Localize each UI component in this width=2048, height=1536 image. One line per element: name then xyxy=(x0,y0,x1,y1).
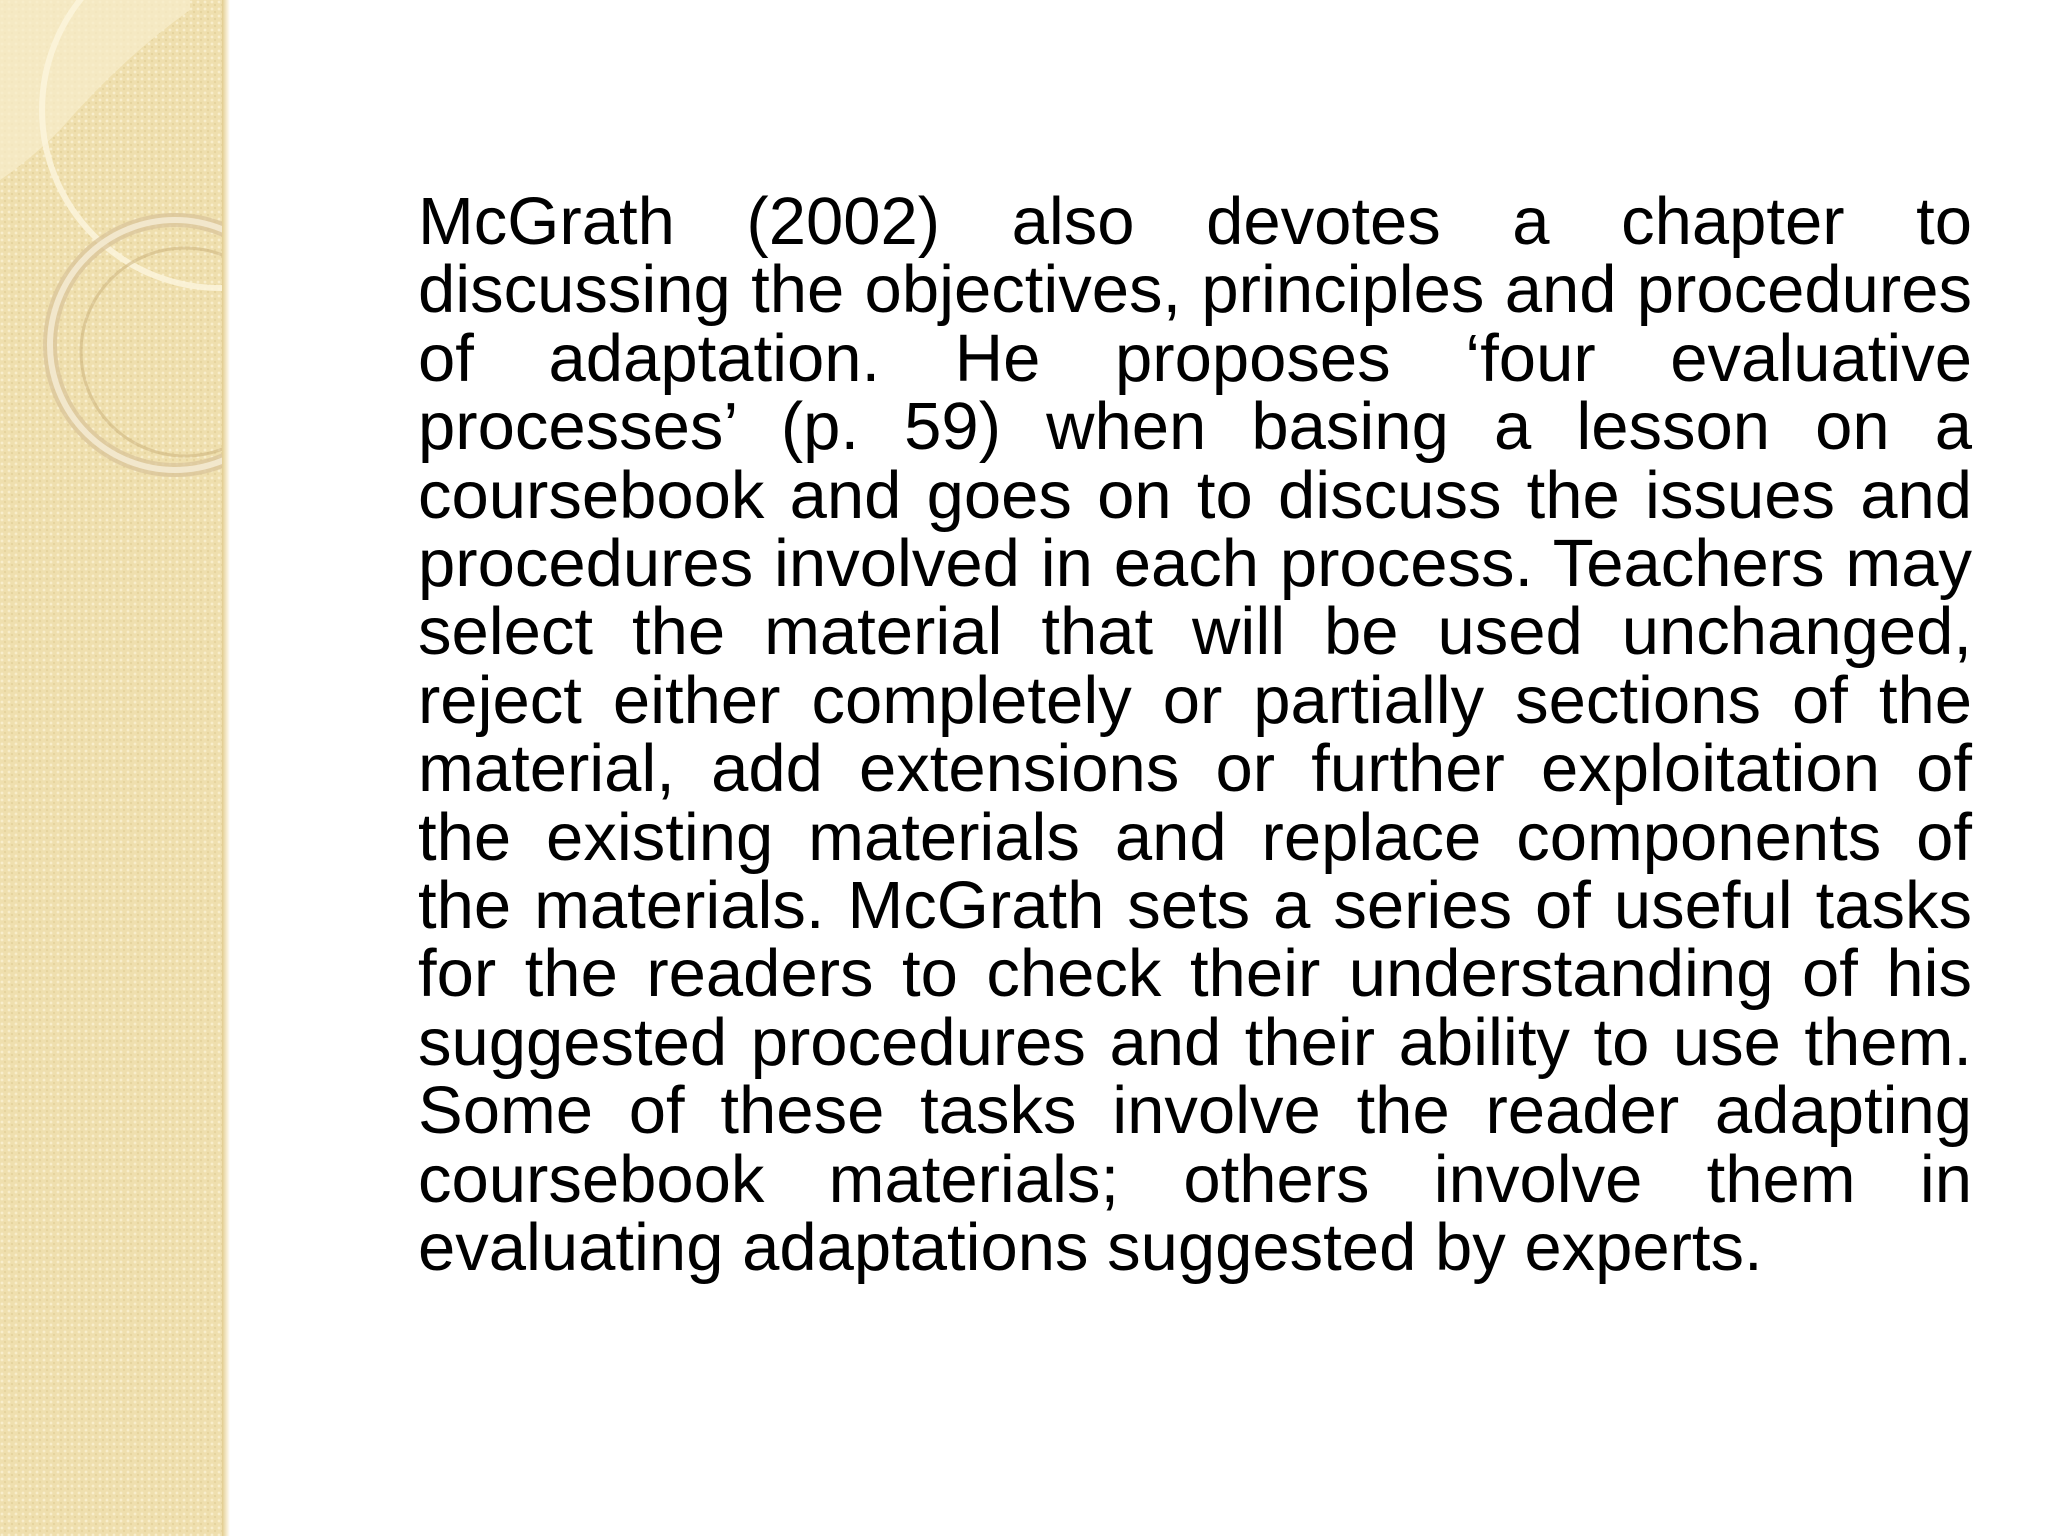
slide-body-paragraph: McGrath (2002) also devotes a chapter to discussing the objectives, principles and procedures of adaptation. He proposes ‘four evaluative processes’ (p. 59) when basing a lesson on a coursebook and goes on to discuss the issues and procedures involved in each process. Teachers may select the material that will be used unchanged, reject either completely or partially sections of the material, add extensions or further exploitation of the existing materials and replace components of the materials. McGrath sets a series of useful tasks for the readers to check their understanding of his suggested procedures and their ability to use them. Some of these tasks involve the reader adapting coursebook materials; others involve them in evaluating adaptations suggested by experts. xyxy=(418,184,1972,1286)
decorative-rings-icon xyxy=(0,0,228,520)
side-panel-edge xyxy=(222,0,230,1536)
